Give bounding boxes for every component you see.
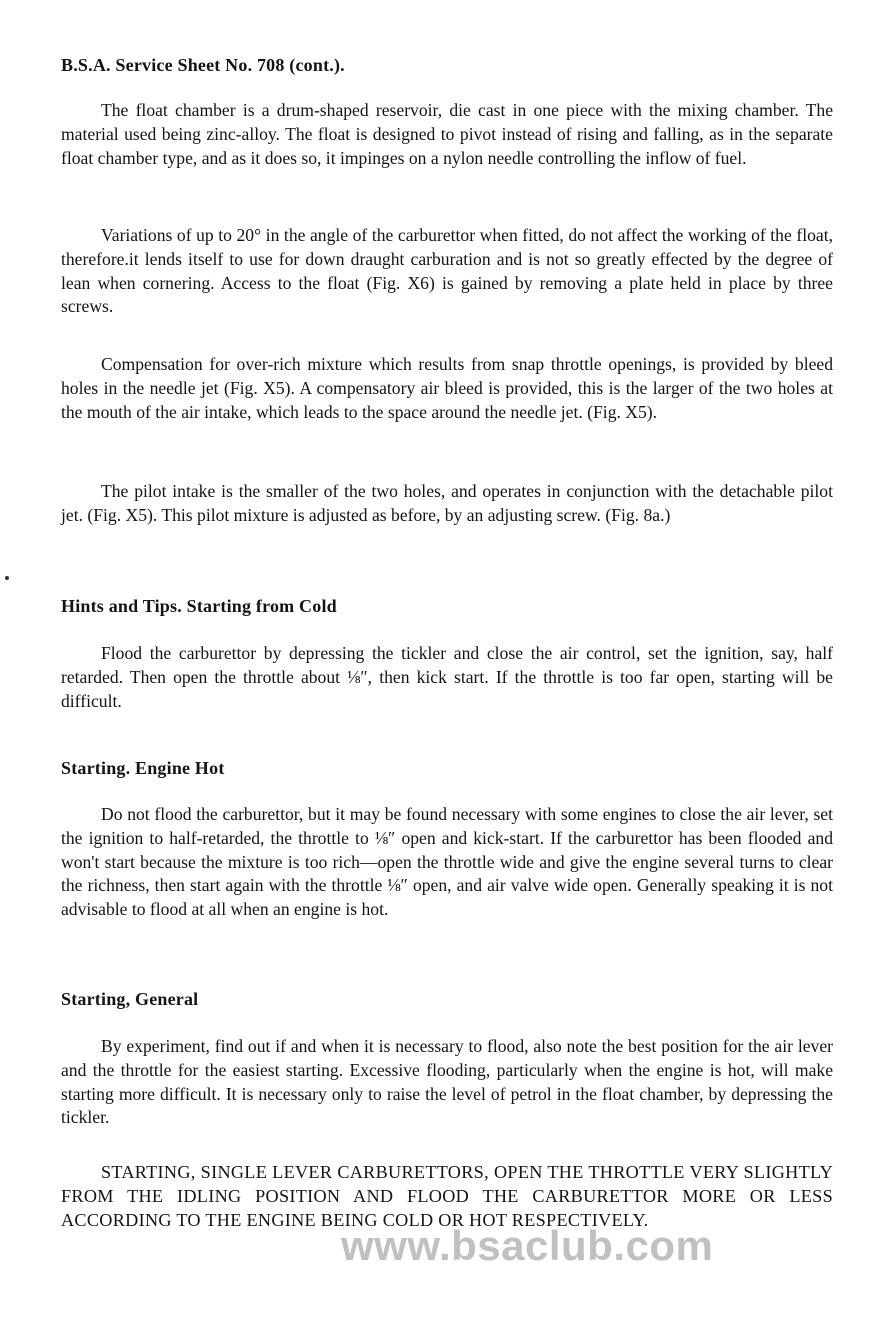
- paragraph-engine-hot: Do not flood the carburettor, but it may be found necessary with some engines to close the air lever, set the ignition to half-retarded, the throttle to ⅛″ open and kick-start. If the carburettor has been flooded and won't start because the mixture is too rich—open the throttle wide and give the engine several turns to clear the richness, then start again with the throttle ⅛″ open, and air valve wide open. Generally speaking it is not advisable to flood at all when an engine is hot.: [61, 804, 833, 920]
- heading-starting-general: Starting, General: [61, 989, 199, 1009]
- paragraph-float-chamber: The float chamber is a drum-shaped reservoir, die cast in one piece with the mixing chamber. The material used being zinc-alloy. The float is designed to pivot instead of rising and falling, as in the separate float chamber type, and as it does so, it impinges on a nylon needle controlling the inflow of fuel.: [61, 100, 833, 168]
- page-header: B.S.A. Service Sheet No. 708 (cont.).: [61, 55, 345, 75]
- closing-note-single-lever: STARTING, SINGLE LEVER CARBURETTORS, OPEN THE THROTTLE VERY SLIGHTLY FROM THE IDLING POSITION AND FLOOD THE CARBURETTOR MORE OR LESS ACCORDING TO THE ENGINE BEING COLD OR HOT RESPECTIVELY.: [61, 1162, 833, 1230]
- paragraph-pilot-intake: The pilot intake is the smaller of the two holes, and operates in conjunction with the detachable pilot jet. (Fig. X5). This pilot mixture is adjusted as before, by an adjusting screw. (Fig. 8a.): [61, 481, 833, 525]
- heading-starting-from-cold: Hints and Tips. Starting from Cold: [61, 596, 337, 616]
- paragraph-angle-variations: Variations of up to 20° in the angle of the carburettor when fitted, do not affect the working of the float, therefore.it lends itself to use for down draught carburation and is not so greatly effected by the degree of lean when cornering. Access to the float (Fig. X6) is gained by removing a plate held in place by three screws.: [61, 225, 833, 317]
- heading-engine-hot: Starting. Engine Hot: [61, 758, 225, 778]
- paragraph-starting-from-cold: Flood the carburettor by depressing the tickler and close the air control, set the ignition, say, half retarded. Then open the throttle about ⅛″, then kick start. If the throttle is too far open, starting will be difficult.: [61, 643, 833, 711]
- paragraph-starting-general: By experiment, find out if and when it is necessary to flood, also note the best position for the air lever and the throttle for the easiest starting. Excessive flooding, particularly when the engine is hot, will make starting more difficult. It is necessary only to raise the level of petrol in the float chamber, by depressing the tickler.: [61, 1036, 833, 1128]
- watermark: www.bsaclub.com: [341, 1222, 714, 1269]
- paragraph-compensation: Compensation for over-rich mixture which results from snap throttle openings, is provided by bleed holes in the needle jet (Fig. X5). A compensatory air bleed is provided, this is the larger of the two holes at the mouth of the air intake, which leads to the space around the needle jet. (Fig. X5).: [61, 354, 833, 422]
- scan-speck: [5, 576, 9, 580]
